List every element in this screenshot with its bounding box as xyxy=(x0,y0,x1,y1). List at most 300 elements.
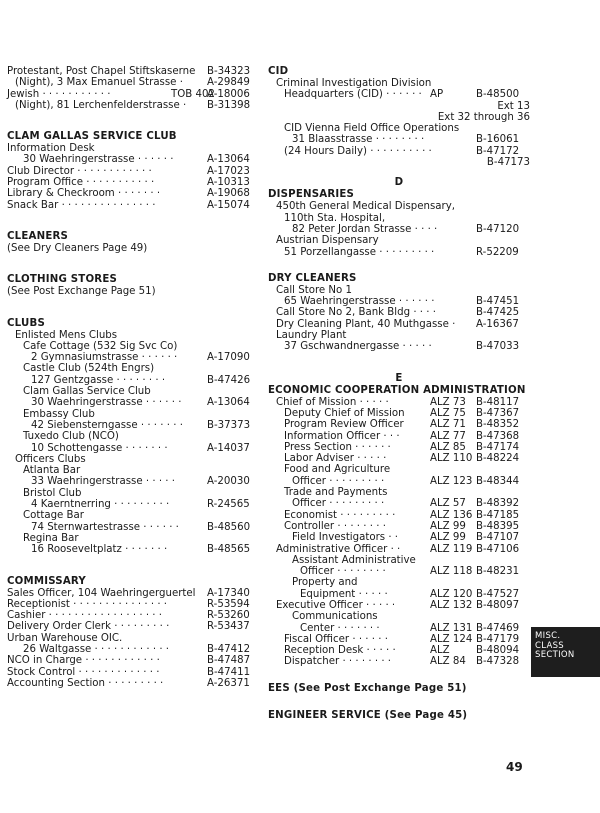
entry-label xyxy=(7,397,181,408)
phone-number: B-47120 xyxy=(476,223,520,235)
entry-name: Headquarters (CID) xyxy=(284,89,383,101)
entry-name: Deputy Chief of Mission xyxy=(284,407,405,419)
leader-dots: · · · · · xyxy=(145,476,176,488)
leader-dots: · · · · · · xyxy=(145,397,182,409)
entry-name: Food and Agriculture xyxy=(284,464,391,476)
entry-name: 65 Waehringerstrasse xyxy=(284,296,396,308)
entry-label xyxy=(268,78,431,89)
entry-label xyxy=(7,667,159,678)
directory-entry xyxy=(268,611,530,622)
entry-label xyxy=(268,600,395,611)
entry-label xyxy=(7,352,177,363)
directory-entry xyxy=(7,667,259,678)
leader-dots: · · · · · · xyxy=(137,154,174,166)
entry-extension: ALZ 73 xyxy=(430,396,466,408)
entry-label xyxy=(268,464,390,475)
entry-label xyxy=(268,134,424,145)
leader-dots: · · · · · · · · · · · xyxy=(86,177,155,189)
entry-label xyxy=(268,498,384,509)
phone-number: A-15074 xyxy=(207,199,250,211)
phone-number: B-47185 xyxy=(476,509,520,521)
directory-entry xyxy=(268,78,530,89)
directory-entry xyxy=(268,397,530,408)
directory-entry xyxy=(268,487,530,498)
directory-entry xyxy=(7,66,259,77)
directory-entry xyxy=(268,247,530,258)
leader-dots: · · · xyxy=(383,430,400,442)
entry-label xyxy=(268,224,437,235)
phone-number: B-47426 xyxy=(207,374,251,386)
phone-number: B-47179 xyxy=(476,633,520,645)
entry-extension: AP xyxy=(430,89,444,101)
entry-label xyxy=(268,442,391,453)
entry-name: Accounting Section xyxy=(7,677,105,689)
entry-label xyxy=(268,235,379,246)
entry-name: 30 Waehringerstrasse xyxy=(31,397,143,409)
entry-label xyxy=(7,286,156,297)
right-column xyxy=(268,66,530,722)
directory-entry xyxy=(7,443,259,454)
page-number: 49 xyxy=(506,760,523,774)
section-heading: D xyxy=(394,177,404,189)
entry-name: Officer xyxy=(300,566,334,578)
spacer xyxy=(268,353,530,373)
leader-dots: · xyxy=(182,99,187,111)
entry-name: Dry Cleaning Plant, 40 Muthgasse xyxy=(276,318,449,330)
spacer xyxy=(268,168,530,177)
spacer xyxy=(7,254,259,274)
entry-label xyxy=(7,200,156,211)
directory-entry xyxy=(7,588,259,599)
directory-entry xyxy=(7,644,259,655)
directory-entry xyxy=(7,544,259,555)
leader-dots: · · · · · · · · · · · · · xyxy=(78,666,160,678)
phone-number: B-47367 xyxy=(476,407,520,419)
entry-label xyxy=(268,476,384,487)
leader-dots: · · · · · · · · · xyxy=(114,621,170,633)
entry-label xyxy=(268,408,405,419)
phone-number: B-48392 xyxy=(476,498,520,510)
directory-entry xyxy=(7,454,259,465)
entry-name: 16 Rooseveltplatz xyxy=(31,544,122,556)
phone-number: B-34323 xyxy=(207,66,251,77)
directory-entry xyxy=(268,464,530,475)
entry-label xyxy=(7,341,177,352)
phone-number: B-47368 xyxy=(476,430,520,442)
phone-number: B-47174 xyxy=(476,441,520,453)
entry-label xyxy=(7,633,122,644)
directory-entry xyxy=(268,476,530,487)
leader-dots: · · · · · · · · · · · · · · · · · · xyxy=(48,610,163,622)
phone-number: B-48395 xyxy=(476,520,520,532)
section-heading: EES (See Post Exchange Page 51) xyxy=(268,682,467,694)
leader-dots: · · · · · · xyxy=(141,352,178,364)
phone-number: A-16367 xyxy=(476,318,519,330)
phone-number: B-47172 xyxy=(476,145,520,157)
phone-number: B-47412 xyxy=(207,643,251,655)
entry-name: Press Section xyxy=(284,441,352,453)
directory-entry xyxy=(7,510,259,521)
entry-label xyxy=(268,577,358,588)
directory-entry xyxy=(268,419,530,430)
directory-entry xyxy=(7,386,259,397)
directory-entry xyxy=(268,89,530,100)
leader-dots: · · · · · · xyxy=(143,521,179,533)
entry-name: Delivery Order Clerk xyxy=(7,621,112,633)
leader-dots: · · · · · · · · · · · · xyxy=(77,165,152,177)
entry-name: 42 Siebensterngasse xyxy=(31,419,138,431)
entry-label xyxy=(7,488,81,499)
leader-dots: · · xyxy=(390,543,401,555)
directory-entry xyxy=(268,224,530,235)
phone-number: B-48097 xyxy=(476,599,520,611)
entry-name: (See Dry Cleaners Page 49) xyxy=(7,242,148,254)
directory-entry xyxy=(268,442,530,453)
directory-entry xyxy=(268,146,530,157)
entry-name: Chief of Mission xyxy=(276,396,357,408)
directory-entry xyxy=(7,409,259,420)
directory-entry xyxy=(7,610,259,621)
entry-name: Criminal Investigation Division xyxy=(276,78,432,89)
entry-label xyxy=(268,453,386,464)
entry-label xyxy=(268,319,455,330)
entry-label xyxy=(268,566,386,577)
directory-entry xyxy=(7,431,259,442)
spacer xyxy=(268,258,530,273)
entry-label xyxy=(7,454,86,465)
entry-label xyxy=(7,476,175,487)
section-tab-line: MISC. xyxy=(535,631,561,641)
phone-number: R-53437 xyxy=(207,621,250,633)
entry-extension: ALZ 124 xyxy=(430,633,473,645)
leader-dots: · · · · · · xyxy=(386,89,422,101)
entry-name: Clam Gallas Service Club xyxy=(23,386,151,398)
entry-extension: ALZ 136 xyxy=(430,509,473,521)
section-tab-line: CLASS xyxy=(535,640,564,651)
leader-dots: · · · · · · · · xyxy=(116,374,166,386)
entry-label xyxy=(268,656,391,667)
section-heading: DRY CLEANERS xyxy=(268,272,357,284)
leader-dots: · · · · · · · · · xyxy=(329,498,385,510)
entry-name: Enlisted Mens Clubs xyxy=(15,329,118,341)
leader-dots: · · · · · xyxy=(358,588,388,600)
entry-name: Officer xyxy=(292,498,326,510)
entry-label xyxy=(7,644,169,655)
phone-number: B-16061 xyxy=(476,134,520,146)
entry-label xyxy=(7,143,95,154)
entry-label xyxy=(7,678,163,689)
entry-label xyxy=(7,409,95,420)
leader-dots: · · · · · · · xyxy=(118,188,161,200)
entry-name: Fiscal Officer xyxy=(284,633,350,645)
leader-dots: · · · · · · · · · xyxy=(114,499,170,511)
entry-name: Sales Officer, 104 Waehringerguertel xyxy=(7,587,196,599)
leader-dots: · xyxy=(452,318,456,330)
leader-dots: · · · · · · · xyxy=(140,419,183,431)
entry-name: Reception Desk xyxy=(284,645,364,657)
directory-entry xyxy=(268,634,530,645)
directory-entry xyxy=(268,577,530,588)
directory-entry xyxy=(7,77,259,88)
entry-name: Urban Warehouse OIC. xyxy=(7,632,123,644)
entry-label xyxy=(7,599,167,610)
directory-entry xyxy=(268,296,530,307)
entry-label xyxy=(7,363,154,374)
directory-entry xyxy=(268,235,530,246)
directory-entry xyxy=(268,521,530,532)
entry-name: Information Desk xyxy=(7,143,95,155)
directory-entry xyxy=(7,599,259,610)
entry-label xyxy=(268,247,434,258)
entry-extension: ALZ 119 xyxy=(430,543,473,555)
phone-number: R-24565 xyxy=(207,499,250,511)
leader-dots: · · xyxy=(388,532,399,544)
entry-name: (Night), 81 Lerchenfelderstrasse xyxy=(15,99,180,111)
phone-number: A-17340 xyxy=(207,587,250,599)
entry-label xyxy=(268,510,395,521)
entry-name: 2 Gymnasiumstrasse xyxy=(31,352,139,364)
leader-dots: · · · · · xyxy=(402,341,432,353)
entry-name: Snack Bar xyxy=(7,199,59,211)
directory-entry xyxy=(268,589,530,600)
phone-number: B-48344 xyxy=(476,475,520,487)
phone-number: R-52209 xyxy=(476,246,519,258)
entry-label xyxy=(7,499,169,510)
phone-number: B-31398 xyxy=(207,99,251,111)
directory-entry xyxy=(268,623,530,634)
directory-entry xyxy=(7,177,259,188)
directory-entry xyxy=(7,188,259,199)
entry-name: Cafe Cottage (532 Sig Svc Co) xyxy=(23,340,178,352)
directory-entry xyxy=(268,213,530,224)
directory-entry xyxy=(7,655,259,666)
entry-name: Bristol Club xyxy=(23,487,82,499)
entry-label xyxy=(268,397,389,408)
entry-label xyxy=(268,532,398,543)
directory-entry xyxy=(268,134,530,145)
entry-extension: ALZ 120 xyxy=(430,588,473,600)
directory-entry xyxy=(7,375,259,386)
directory-entry xyxy=(268,285,530,296)
directory-entry xyxy=(268,431,530,442)
directory-entry xyxy=(268,319,530,330)
entry-label xyxy=(7,588,196,599)
directory-entry xyxy=(268,341,530,352)
section-heading: COMMISSARY xyxy=(7,575,86,587)
directory-entry xyxy=(7,621,259,632)
entry-name: Program Review Officer xyxy=(284,419,404,431)
entry-label xyxy=(268,341,432,352)
entry-label xyxy=(268,634,388,645)
leader-dots: · · · · xyxy=(414,223,438,235)
leader-dots: · · · · · · · · xyxy=(375,134,425,146)
entry-label xyxy=(7,610,162,621)
entry-name: (24 Hours Daily) xyxy=(284,145,368,157)
leader-dots: · · · · · · · xyxy=(125,442,168,454)
phone-number: A-20030 xyxy=(207,476,250,488)
phone-number: B-47173 xyxy=(486,157,530,169)
directory-entry xyxy=(7,499,259,510)
entry-name: 74 Sternwartestrasse xyxy=(31,521,141,533)
leader-dots: · · · · · xyxy=(359,396,389,408)
entry-name: 37 Gschwandnergasse xyxy=(284,341,400,353)
spacer xyxy=(7,111,259,131)
leader-dots: · · · · · · · · · · · · xyxy=(85,655,160,667)
directory-entry xyxy=(7,352,259,363)
entry-name: Embassy Club xyxy=(23,408,95,420)
directory-entry xyxy=(268,645,530,656)
directory-entry xyxy=(268,544,530,555)
phone-number: A-26371 xyxy=(207,677,250,689)
section-heading: CLEANERS xyxy=(7,230,69,242)
entry-label xyxy=(268,521,386,532)
entry-name: Center xyxy=(300,622,335,634)
section-heading: CLAM GALLAS SERVICE CLUB xyxy=(7,131,177,143)
entry-name: Cottage Bar xyxy=(23,510,84,522)
phone-number: R-53594 xyxy=(207,598,250,610)
section-tab-line: SECTION xyxy=(535,650,575,661)
phone-number: B-48560 xyxy=(207,521,251,533)
directory-entry xyxy=(268,498,530,509)
directory-entry xyxy=(7,89,259,100)
entry-extension: ALZ 85 xyxy=(430,441,466,453)
directory-entry xyxy=(7,420,259,431)
phone-number: B-48117 xyxy=(476,396,520,408)
phone-number: B-48231 xyxy=(476,566,520,578)
entry-label xyxy=(268,611,378,622)
entry-name: 110th Sta. Hospital, xyxy=(284,212,386,224)
section-heading: ENGINEER SERVICE (See Page 45) xyxy=(268,709,468,721)
section-heading: E xyxy=(395,372,403,384)
left-column xyxy=(7,66,259,689)
phone-number: B-37373 xyxy=(207,419,251,431)
directory-entry xyxy=(268,307,530,318)
phone-number: B-47033 xyxy=(476,341,520,353)
entry-label xyxy=(268,623,380,634)
leader-dots: · · · · · · · · · · · xyxy=(42,88,111,100)
entry-label xyxy=(7,510,84,521)
section-heading: CLOTHING STORES xyxy=(7,274,118,286)
spacer xyxy=(7,556,259,576)
entry-name: Cashier xyxy=(7,610,46,622)
directory-entry xyxy=(268,408,530,419)
entry-label xyxy=(268,431,400,442)
spacer xyxy=(7,211,259,231)
directory-entry xyxy=(7,465,259,476)
entry-name: CID Vienna Field Office Operations xyxy=(284,123,460,135)
directory-entry xyxy=(7,533,259,544)
entry-label xyxy=(268,487,387,498)
entry-label xyxy=(268,213,385,224)
phone-number: B-47469 xyxy=(476,622,520,634)
entry-name: Call Store No 2, Bank Bldg xyxy=(276,307,411,319)
phone-number: B-47527 xyxy=(476,588,520,600)
directory-entry xyxy=(268,123,530,134)
entry-label xyxy=(7,100,186,111)
phone-number: A-18006 xyxy=(207,88,250,100)
entry-name: 4 Kaerntnerring xyxy=(31,499,111,511)
entry-name: Dispatcher xyxy=(284,656,340,668)
entry-label xyxy=(7,177,154,188)
entry-label xyxy=(7,243,147,254)
entry-extension: ALZ 84 xyxy=(430,656,466,668)
directory-entry xyxy=(7,243,259,254)
entry-name: Assistant Administrative xyxy=(292,554,416,566)
entry-name: 127 Gentzgasse xyxy=(31,374,114,386)
entry-label xyxy=(7,533,79,544)
directory-entry xyxy=(268,555,530,566)
entry-name: 26 Waltgasse xyxy=(23,643,92,655)
entry-name: Officer xyxy=(292,475,326,487)
entry-name: Information Officer xyxy=(284,430,381,442)
phone-number: A-17023 xyxy=(207,165,250,177)
entry-name: 82 Peter Jordan Strasse xyxy=(292,223,412,235)
directory-entry xyxy=(7,330,259,341)
entry-extension: ALZ 131 xyxy=(430,622,473,634)
entry-extension: ALZ 99 xyxy=(430,520,466,532)
directory-entry xyxy=(7,476,259,487)
directory-entry xyxy=(7,100,259,111)
entry-name: Controller xyxy=(284,520,335,532)
leader-dots: · · · · · · · · xyxy=(337,520,386,532)
spacer xyxy=(268,668,530,683)
entry-label xyxy=(7,655,160,666)
leader-dots: · · · · · · · · · xyxy=(329,475,385,487)
entry-name: Tuxedo Club (NCO) xyxy=(23,431,119,443)
entry-name: Communications xyxy=(292,611,378,623)
spacer xyxy=(7,298,259,318)
entry-label xyxy=(7,420,183,431)
entry-name: Regina Bar xyxy=(23,532,79,544)
entry-extension: ALZ 132 xyxy=(430,599,473,611)
section-tab xyxy=(531,627,600,677)
entry-name: Library & Checkroom xyxy=(7,188,115,200)
entry-label xyxy=(268,307,436,318)
directory-entry xyxy=(7,200,259,211)
directory-entry xyxy=(268,453,530,464)
phone-number: B-47328 xyxy=(476,656,520,668)
entry-name: (Night), 3 Max Emanuel Strasse xyxy=(15,77,177,89)
entry-label xyxy=(268,201,455,212)
entry-label xyxy=(268,330,346,341)
entry-name: Call Store No 1 xyxy=(276,284,352,296)
entry-name: Club Director xyxy=(7,165,75,177)
directory-entry xyxy=(268,330,530,341)
entry-label xyxy=(268,89,422,100)
directory-entry xyxy=(7,522,259,533)
section-heading: DISPENSARIES xyxy=(268,189,355,201)
leader-dots: · · · · · · · · · xyxy=(340,509,396,521)
phone-number: B-48352 xyxy=(476,419,520,431)
directory-entry xyxy=(7,143,259,154)
leader-dots: · · · · · · · · · · · · xyxy=(94,643,170,655)
entry-name: (See Post Exchange Page 51) xyxy=(7,286,156,298)
entry-extension: ALZ 123 xyxy=(430,475,473,487)
entry-label xyxy=(268,285,352,296)
directory-entry xyxy=(7,154,259,165)
entry-label xyxy=(7,522,179,533)
leader-dots: · · · · · · · · · · xyxy=(370,145,432,157)
entry-label xyxy=(268,589,388,600)
entry-name: Officers Clubs xyxy=(15,453,86,465)
entry-label xyxy=(7,154,173,165)
leader-dots: · · · · · · xyxy=(398,296,435,308)
leader-dots: · xyxy=(179,77,183,89)
entry-name: Receptionist xyxy=(7,598,70,610)
entry-label xyxy=(7,544,167,555)
directory-entry xyxy=(7,488,259,499)
entry-extension: ALZ 110 xyxy=(430,453,473,465)
